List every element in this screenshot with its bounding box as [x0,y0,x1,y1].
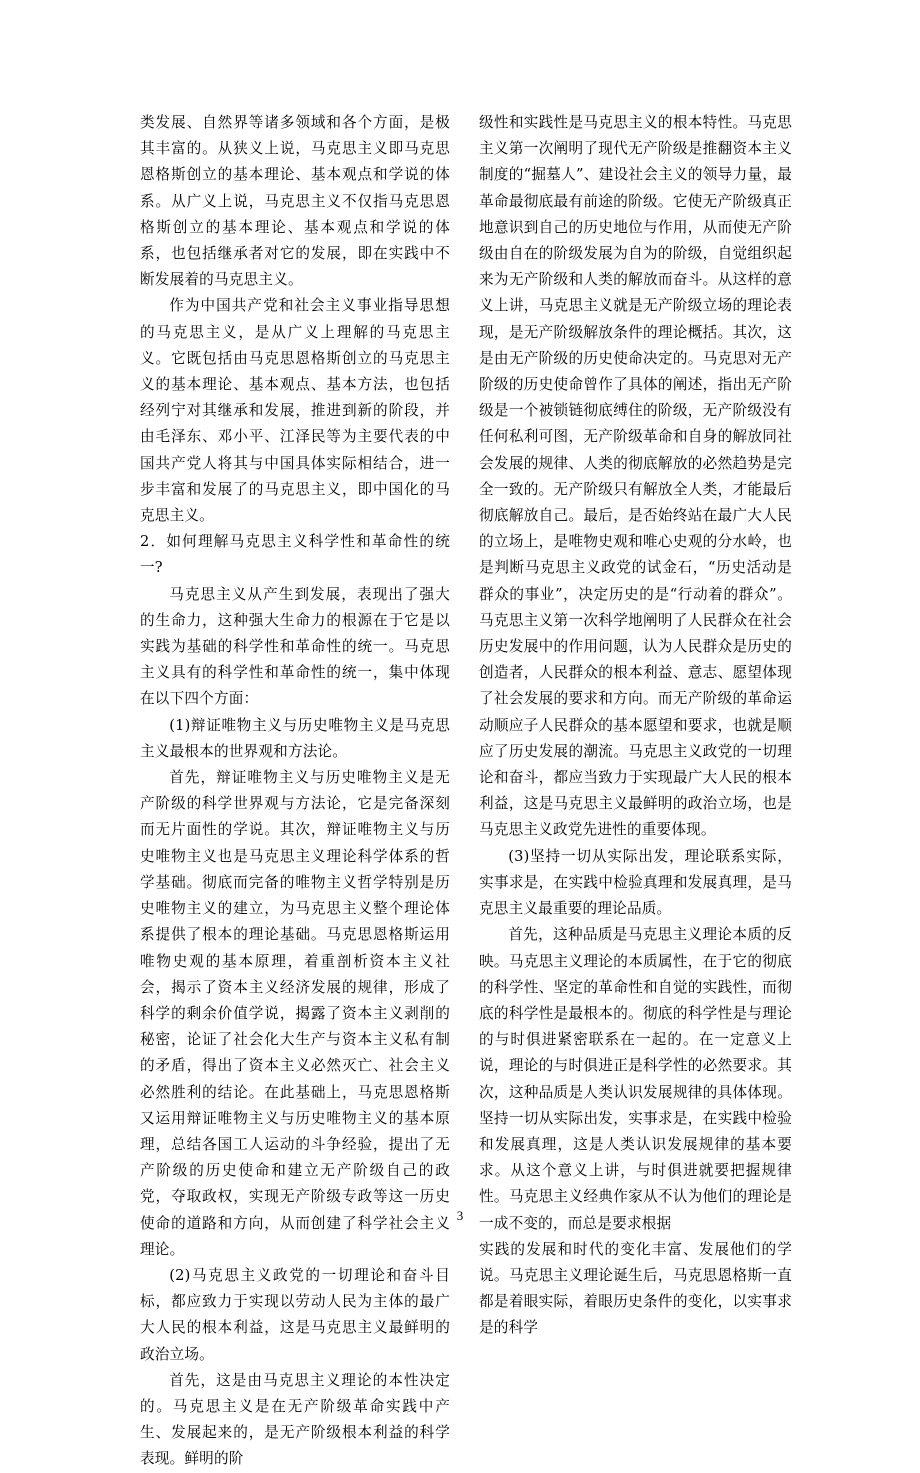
paragraph: 类发展、自然界等诸多领域和各个方面，是极其丰富的。从狭义上说，马克思主义即马克思恩格斯创立的基本理论、基本观点和学说的体系。从广义上说，马克思主义不仅指马克思恩格斯创立的基本理论、基本观点和学说的体系，也包括继承者对它的发展，即在实践中不断发展着的马克思主义。 [140,114,450,289]
right-column [479,110,792,1342]
subheading: (2)马克思主义政党的一切理论和奋斗目标，都应致力于实现以劳动人民为主体的最广大人民的根本利益，这是马克思主义最鲜明的政治立场。 [140,1266,450,1363]
paragraph: 首先，这种品质是马克思主义理论本质的反映。马克思主义理论的本质属性，在于它的彻底的科学性、坚定的革命性和自觉的实践性，而彻底的科学性是最根本的。彻底的科学性是与理论的与时俱进紧密联系在一起的。在一定意义上说，理论的与时俱进正是科学性的必然要求。其次，这种品质是人类认识发展规律的具体体现。坚持一切从实际出发，实事求是，在实践中检验和发展真理，这是人类认识发展规律的基本要求。从这个意义上讲，与时俱进就要把握规律性。马克思主义经典作家从不认为他们的理论是一成不变的，而总是要求根据 [479,926,792,1232]
subheading: (1)辩证唯物主义与历史唯物主义是马克思主义最根本的世界观和方法论。 [140,716,450,760]
left-column [140,110,450,1473]
page-number: 3 [456,1208,464,1223]
subheading: (3)坚持一切从实际出发，理论联系实际，实事求是，在实践中检验真理和发展真理，是马克思主义最重要的理论品质。 [479,847,792,918]
paragraph: 作为中国共产党和社会主义事业指导思想的马克思主义，是从广义上理解的马克思主义。它既包括由马克思恩格斯创立的马克思主义的基本理论、基本观点、基本方法，也包括经列宁对其继承和发展，推进到新的阶段，并由毛泽东、邓小平、江泽民等为主要代表的中国共产党人将其与中国具体实际相结合，进一步丰富和发展了的马克思主义，即中国化的马克思主义。 [140,297,450,525]
paragraph: 首先，辩证唯物主义与历史唯物主义是无产阶级的科学世界观与方法论，它是完备深刻而无片面性的学说。其次，辩证唯物主义与历史唯物主义也是马克思主义理论科学体系的哲学基础。彻底而完备的唯物主义哲学特别是历史唯物主义的建立，为马克思主义整个理论体系提供了根本的理论基础。马克思恩格斯运用唯物史观的基本原理，着重剖析资本主义社会，揭示了资本主义经济发展的规律，形成了科学的剩余价值学说，揭露了资本主义剥削的秘密，论证了社会化大生产与资本主义私有制的矛盾，得出了资本主义必然灭亡、社会主义必然胜利的结论。在此基础上，马克思恩格斯又运用辩证唯物主义与历史唯物主义的基本原理，总结各国工人运动的斗争经验，提出了无产阶级的历史使命和建立无产阶级自己的政党，夺取政权，实现无产阶级专政等这一历史使命的道路和方向，从而创建了科学社会主义理论。 [140,769,450,1258]
paragraph: 首先，这是由马克思主义理论的本性决定的。马克思主义是在无产阶级革命实践中产生、发展起来的，是无产阶级根本利益的科学表现。鲜明的阶 [140,1371,450,1468]
paragraph: 级性和实践性是马克思主义的根本特性。马克思主义第一次阐明了现代无产阶级是推翻资本主义制度的“掘墓人”、建设社会主义的领导力量，最革命最彻底最有前途的阶级。它使无产阶级真正地意识到自己的历史地位与作用，从而使无产阶级由自在的阶级发展为自为的阶级，自觉组织起来为无产阶级和人类的解放而奋斗。从这样的意义上讲，马克思主义就是无产阶级立场的理论表现，是无产阶级解放条件的理论概括。其次，这是由无产阶级的历史使命决定的。马克思对无产阶级的历史使命曾作了具体的阐述，指出无产阶级是一个被锁链彻底缚住的阶级，无产阶级没有任何私利可图，无产阶级革命和自身的解放同社会发展的规律、人类的彻底解放的必然趋势是完全一致的。无产阶级只有解放全人类，才能最后彻底解放自己。最后，是否始终站在最广大人民的立场上，是唯物史观和唯心史观的分水岭，也是判断马克思主义政党的试金石，“历史活动是群众的事业”，决定历史的是“行动着的群众”。马克思主义第一次科学地阐明了人民群众在社会历史发展中的作用问题，认为人民群众是历史的创造者，人民群众的根本利益、意志、愿望体现了社会发展的要求和方向。而无产阶级的革命运动顺应子人民群众的基本愿望和要求，也就是顺应了历史发展的潮流。马克思主义政党的一切理论和奋斗，都应当致力于实现最广大人民的根本利益，这是马克思主义最鲜明的政治立场，也是马克思主义政党先进性的重要体现。 [479,114,792,839]
section-heading: 2．如何理解马克思主义科学性和革命性的统一? [140,533,450,577]
paragraph: 马克思主义从产生到发展，表现出了强大的生命力，这种强大生命力的根源在于它是以实践为基础的科学性和革命性的统一。马克思主义具有的科学性和革命性的统一，集中体现在以下四个方面： [140,585,450,708]
paragraph: 实践的发展和时代的变化丰富、发展他们的学说。马克思主义理论诞生后，马克思恩格斯一直都是着眼实际，着眼历史条件的变化，以实事求是的科学 [479,1240,792,1337]
